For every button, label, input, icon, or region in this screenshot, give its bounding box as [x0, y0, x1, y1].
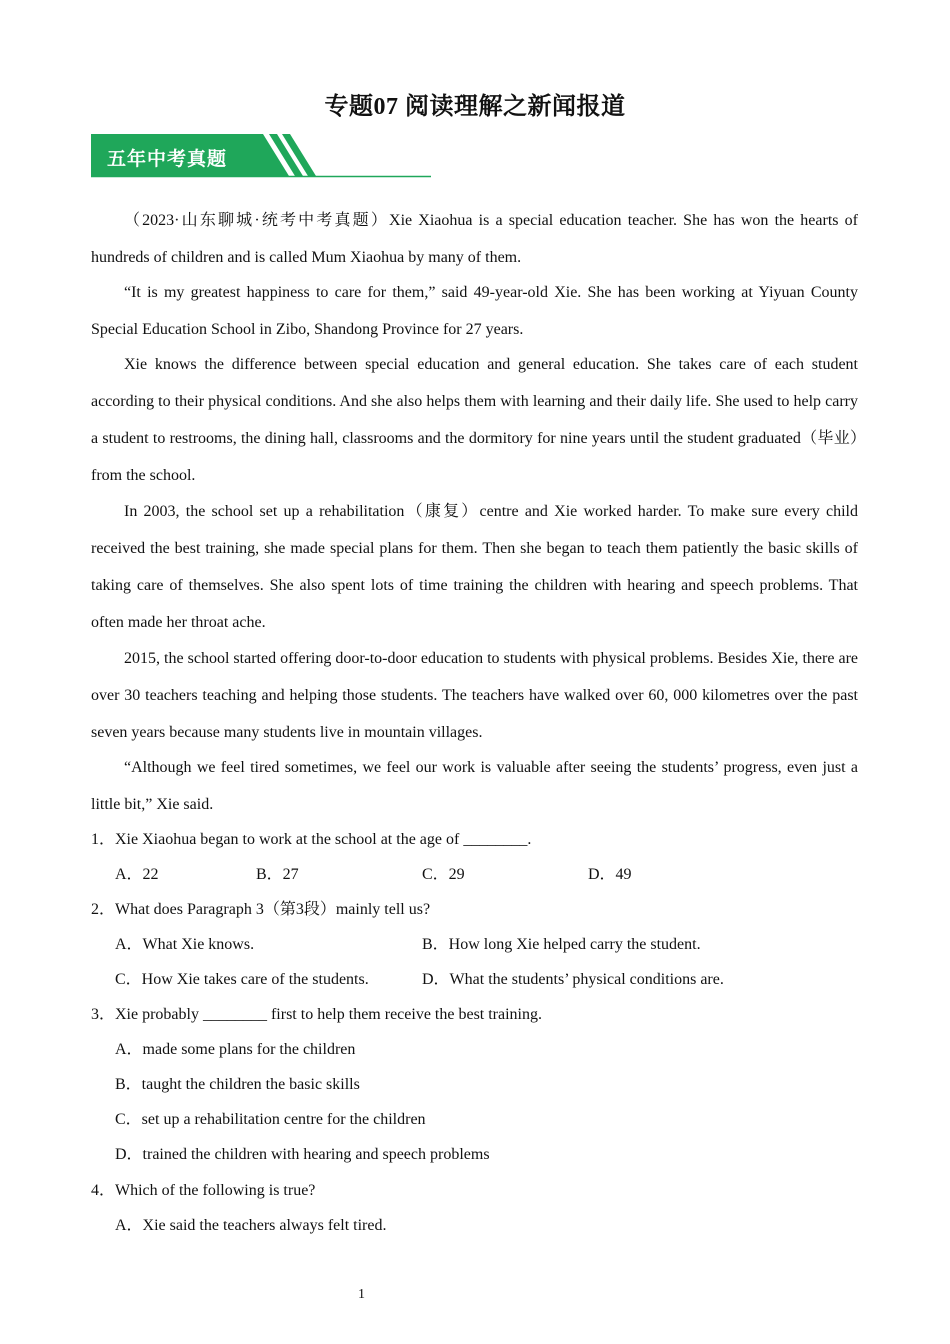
q3-option-b: B．taught the children the basic skills — [115, 1076, 360, 1093]
q1-option-b: B．27 — [256, 866, 299, 883]
q1-option-d: D．49 — [588, 866, 632, 883]
q2-option-c: C．How Xie takes care of the students. — [115, 971, 369, 988]
passage-paragraph-5: 2015, the school started offering door-to-door education to students with physical problems. Besides Xie, there are over 30 teachers teaching and helping those students. The teachers have walked over 60, 000 kilometres over the past seven years because many students live in mountain villages. — [91, 650, 858, 741]
banner-label: 五年中考真题 — [107, 148, 228, 170]
q2-option-b: B．How long Xie helped carry the student. — [422, 936, 701, 953]
q2-option-a: A．What Xie knows. — [115, 936, 255, 953]
question-3-stem: 3．Xie probably ________ first to help them receive the best training. — [91, 1006, 543, 1023]
q1-option-a: A．22 — [115, 866, 159, 883]
q3-option-d: D．trained the children with hearing and speech problems — [115, 1146, 490, 1163]
q4-option-a: A．Xie said the teachers always felt tired. — [115, 1217, 387, 1234]
passage-paragraph-4: In 2003, the school set up a rehabilitation（康复）centre and Xie worked harder. To make sure every child received the best training, she made special plans for them. Then she began to teach them patiently the basic skills of taking care of themselves. She also spent lots of time training the children with hearing and speech problems. That often made her throat ache. — [91, 503, 858, 631]
passage-paragraph-1: （2023·山东聊城·统考中考真题）Xie Xiaohua is a special education teacher. She has won the hearts of hundreds of children and is called Mum Xiaohua by many of them. — [91, 212, 858, 266]
document-title: 专题07 阅读理解之新闻报道 — [324, 94, 626, 120]
section-banner — [91, 134, 431, 178]
q3-option-a: A．made some plans for the children — [115, 1041, 356, 1058]
question-2-stem: 2．What does Paragraph 3（第3段）mainly tell us? — [91, 901, 431, 918]
q1-option-c: C．29 — [422, 866, 465, 883]
page-number: 1 — [358, 1287, 365, 1302]
passage-paragraph-2: “It is my greatest happiness to care for them,” said 49-year-old Xie. She has been working at Yiyuan County Special Education School in Zibo, Shandong Province for 27 years. — [91, 284, 858, 338]
passage-paragraph-3: Xie knows the difference between special education and general education. She takes care of each student according to their physical conditions. And she also helps them with learning and their daily life. She used to help carry a student to restrooms, the dining hall, classrooms and the dormitory for nine years until the student graduated（毕业）from the school. — [91, 356, 858, 484]
question-4-stem: 4．Which of the following is true? — [91, 1182, 316, 1199]
question-1-stem: 1．Xie Xiaohua began to work at the school at the age of ________. — [91, 831, 532, 848]
q2-option-d: D．What the students’ physical conditions are. — [422, 971, 724, 988]
passage-paragraph-6: “Although we feel tired sometimes, we feel our work is valuable after seeing the students’ progress, even just a little bit,” Xie said. — [91, 759, 858, 813]
q3-option-c: C．set up a rehabilitation centre for the children — [115, 1111, 426, 1128]
